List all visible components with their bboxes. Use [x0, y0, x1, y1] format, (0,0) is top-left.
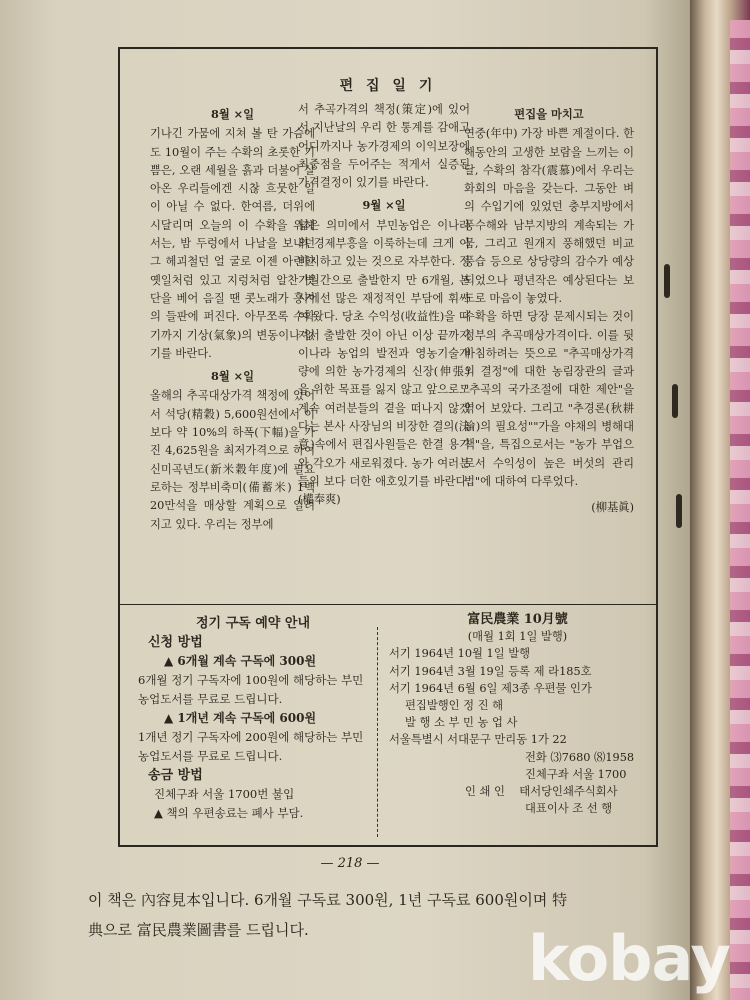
printer-line: [385, 783, 650, 800]
subscription-method: 신청 방법: [148, 635, 203, 650]
publisher-account: 진체구좌 서울 1700: [525, 767, 627, 781]
plan-6-description: 6개월 정기 구독자에 100원에 해당하는 부민 농업도서를 무료로 드립니다.: [138, 673, 364, 706]
diary-paragraph: 서 추곡가격의 책정(策定)에 있어서 지난날의 우리 한 통계를 감애고 어디까지나 농가경제의 이익보장에 최중점을 두어주는 적게서 실증된 가격결정이 있기를 바란다.: [298, 103, 470, 190]
diary-paragraph: 올해의 추곡대상가격 책정에 있어서 석당(精穀) 5,600원선에서 이보다 약 10%의 하폭(下幅)을 가진 4,625원을 최저가격으로 하여 신미곡년도(新米穀年度)에 필요로하는 정부비축미(備蓄米) 1백 20만석을 매상할 계획으로 일려지고 있다. 우리는 정부에: [150, 389, 315, 531]
diary-paragraph: 넓은 의미에서 부민농업은 이나라의 경제부흥을 이룩하는데 크게 이바지하고 있는 것으로 자부한다. 정기월간으로 출발한지 만 6개월, 본사에선 많은 재정적인 부담에 휘싸여 왔다. 당초 수익성(收益性)을 따져서 출발한 것이 아닌 이상 끝까지 이나라 농업의 발전과 영농기술개량에 의한 농가경제의 신장(伸張)을 위한 목표를 잃지 않고 앞으로도 계속 여러분들의 곁을 떠나지 않겠다는 본사 사장님의 비장한 결의(決意)속에서 편집사원들은 한결 용기와 각오가 새로워졌다. 농가 여러분들의 보다 더한 애호있기를 바란다.(權奉爽): [298, 218, 470, 507]
plan-12-months: ▲ 1개년 계속 구독에 600원: [164, 711, 317, 725]
diary-column-3: [464, 101, 634, 518]
publishing-house: 발 행 소 부 민 농 업 사: [405, 716, 518, 730]
footer-line-2: 典으로 富民農業圖書를 드립니다.: [88, 921, 309, 939]
plan-6-months: ▲ 6개월 계속 구독에 300원: [164, 654, 317, 668]
author-signature: (柳基眞): [591, 501, 634, 515]
editorial-frame: [118, 47, 658, 847]
magazine-issue-title: 富民農業 10月號: [467, 612, 568, 627]
publish-date: 서기 1964년 10월 1일 발행: [389, 647, 531, 661]
footer-line-1: 이 책은 內容見本입니다. 6개월 구독료 300원, 1년 구독료 600원이며 特: [88, 891, 568, 909]
watermark-logo: kobay: [528, 922, 730, 995]
publication-info: [385, 611, 650, 817]
subscription-notice: [134, 614, 372, 823]
diary-column-2: [298, 101, 470, 510]
editor-publisher: 편집발행인 정 진 해: [405, 699, 504, 713]
payment-method: 송금 방법: [148, 768, 203, 783]
diary-paragraph: 연중(年中) 가장 바쁜 계절이다. 한해동안의 고생한 보람을 느끼는 이달, 수확의 참각(震慕)에서 우리는 화회의 마음을 갖는다. 그동안 벼의 수입기에 있었던 충부지방에서 풍수해와 남부지방의 계속되는 가뭄, 그리고 원개지 풍해했던 비교풍습 등으로 상당량의 감수가 예상되었으나 평년작은 예상된다는 보도로 마음이 놓였다.: [464, 127, 634, 305]
next-page-edge: [730, 20, 750, 1000]
editor-afterword-heading: 편집을 마치고: [514, 107, 584, 121]
mail-permit-date: 서기 1964년 6월 6일 제3종 우편물 인가: [389, 681, 592, 695]
diary-column-1: [150, 101, 315, 534]
diary-paragraph: 기나긴 가뭄에 지쳐 볼 탄 가슴에도 10월이 주는 수확의 초롯한 기쁨은, 오랜 세월을 흙과 더불어 살아온 우리들에겐 시찮 흐뭇한 일이 아닐 수 없다. 한여름, 더위에 시달리며 오늘의 이 수확을 위해 서는, 밤 두렁에서 나날을 보내던 그 헤괴철던 얼 굴로 이젠 아련한 옛일처럼 있고 지렁처럼 알찬 벗단을 베어 음질 땐 콧노래가 흥겨의 들판에 퍼진다. 아무쪼록 수확기까지 기상(氣象)의 변동이나 없기를 바란다.: [150, 127, 315, 360]
publisher-address: 서울특별시 서대문구 만리동 1가 22: [389, 733, 567, 747]
diary-date: 8월 ×일: [210, 369, 255, 384]
plan-12-description: 1개년 정기 구독자에 200원에 해당하는 부민 농업도서를 무료로 드립니다.: [138, 730, 364, 763]
printer-representative: 대표이사 조 선 행: [525, 802, 613, 816]
section-divider: [120, 604, 656, 605]
publisher-phone: 전화 ⑶7680 ⑻1958: [525, 750, 635, 764]
payment-description: 진체구좌 서울 1700번 불입: [154, 787, 295, 801]
binding-staple: [664, 264, 670, 298]
registration-date: 서기 1964년 3월 19일 등록 제 라185호: [389, 664, 592, 678]
printer-label: 인 쇄 인: [465, 785, 505, 799]
binding-staple: [672, 384, 678, 418]
binding-staple: [676, 494, 682, 528]
diary-date: 9월 ×일: [362, 198, 406, 213]
printer-company: 태서당인쇄주식회사: [519, 785, 618, 799]
dashed-separator: [377, 627, 378, 837]
publication-frequency: (매월 1회 1일 발행): [467, 630, 568, 644]
page-number: — 218 —: [320, 856, 380, 871]
diary-date: 8월 ×일: [210, 107, 255, 121]
subscription-heading: 정기 구독 예약 안내: [195, 616, 311, 631]
postage-note: ▲ 책의 우편송료는 폐사 부담.: [154, 806, 304, 820]
diary-title: 편 집 일 기: [339, 78, 437, 94]
diary-paragraph: 수확을 하면 당장 문제시되는 것이 정부의 추곡매상가격이다. 이를 뒷바침하려는 뜻으로 "추곡매상가격의 결정"에 대한 농림장관의 글과 "추곡의 국가조절에 대한 제안"을 엮어 보았다. 그리고 "추경론(秋耕論)의 필요성""가을 야채의 병해대책"을, 특집으로서는 "농가 부업으로서 수익성이 높은 버섯의 관리법"에 대하여 다루었다.: [464, 310, 634, 488]
